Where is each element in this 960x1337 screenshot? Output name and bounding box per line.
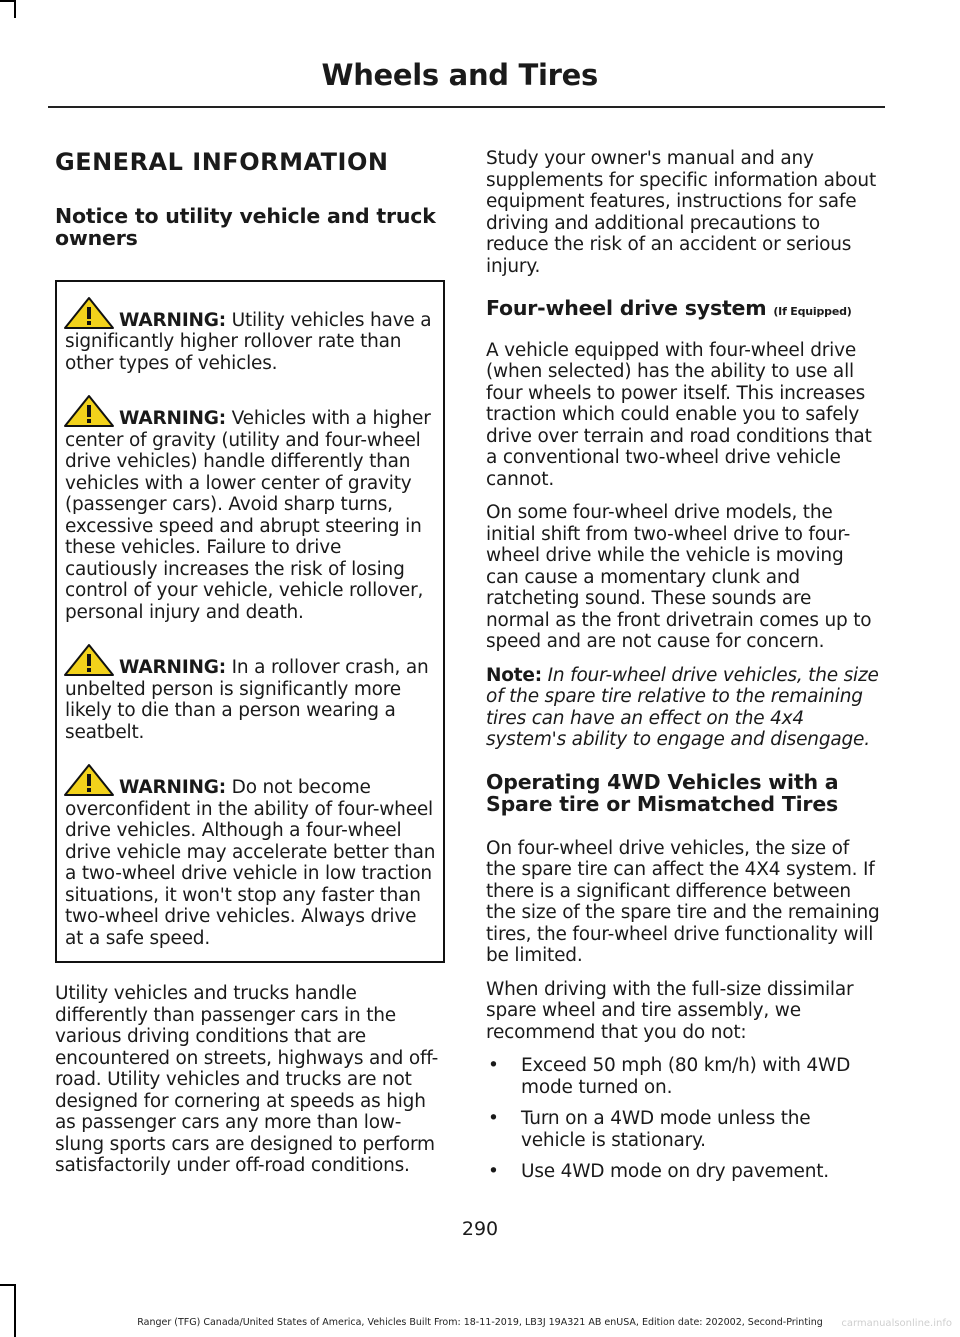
note-paragraph — [486, 665, 880, 751]
warning-label: WARNING: — [119, 309, 226, 331]
operating-paragraph-2: When driving with the full-size dissimilar spare wheel and tire assembly, we recommend that you do not: — [486, 978, 854, 1043]
note-label: Note: — [486, 664, 542, 686]
note-text: In four-wheel drive vehicles, the size of the spare tire relative to the remaining tires can have an effect on the 4x4 system's ability to engage and disengage. — [486, 664, 879, 751]
warning-text: Utility vehicles have a significantly higher rollover rate than other types of vehicles. — [65, 309, 432, 374]
subsection-title: Notice to utility vehicle and truck owners — [55, 203, 436, 251]
warning-label: WARNING: — [119, 777, 226, 799]
bullet-marker: • — [488, 1161, 499, 1183]
list-item — [486, 1108, 880, 1151]
fwd-title-text: Four-wheel drive system — [486, 296, 767, 320]
list-item — [486, 1161, 880, 1183]
right-column — [486, 148, 880, 1193]
fwd-section-title — [486, 297, 880, 320]
fwd-paragraph-1: A vehicle equipped with four-wheel drive (when selected) has the ability to use all four wheels to power itself. This increases traction which could enable you to safely drive over terrain and road conditions that a conventional two-wheel drive vehicle cannot. — [486, 339, 872, 490]
crop-mark — [0, 1284, 15, 1286]
intro-paragraph: Study your owner's manual and any supplements for specific information about equipment features, instructions for safe driving and additional precautions to reduce the risk of an accident or serious injury. — [486, 148, 877, 277]
footer-text: Ranger (TFG) Canada/United States of America, Vehicles Built From: 18-11-2019, LB3J 19A321 AB enUSA, Edition date: 202002, Second-Printing — [137, 1317, 823, 1328]
list-item — [486, 1055, 880, 1098]
warning-triangle-icon — [63, 643, 115, 677]
warning-text: In a rollover crash, an unbelted person is significantly more likely to die than a person wearing a seatbelt. — [65, 657, 429, 743]
operating-paragraph-1: On four-wheel drive vehicles, the size of the spare tire can affect the 4X4 system. If there is a significant difference between the size of the spare tire and the remaining tires, the four-wheel drive functionality will be limited. — [486, 837, 880, 967]
warning-item — [65, 643, 437, 743]
bullet-marker: • — [488, 1108, 499, 1130]
page-number: 290 — [461, 1218, 499, 1240]
warning-label: WARNING: — [119, 657, 226, 679]
recommendation-list — [486, 1055, 880, 1183]
crop-mark — [14, 1284, 16, 1337]
list-item-text: Use 4WD mode on dry pavement. — [521, 1161, 829, 1183]
crop-mark — [0, 0, 15, 2]
fwd-paragraph-2: On some four-wheel drive models, the initial shift from two-wheel drive to four-wheel drive while the vehicle is moving can cause a momentary clunk and ratcheting sound. These sounds are normal as the front drivetrain comes up to speed and are not cause for concern. — [486, 502, 872, 653]
warning-text: Vehicles with a higher center of gravity (utility and four-wheel drive vehicles) handle differently than vehicles with a lower center of gravity (passenger cars). Avoid sharp turns, excessive speed and abrupt steering in these vehicles. Failure to drive cautiously increases the risk of losing control of your vehicle, vehicle rollover, personal injury and death. — [65, 408, 431, 623]
warning-item — [65, 394, 437, 623]
body-paragraph: Utility vehicles and trucks handle differently than passenger cars in the various driving conditions that are encountered on streets, highways and off-road. Utility vehicles and trucks are not designed for cornering at speeds as high as passenger cars any more than low-slung sports cars are designed to perform satisfactorily under off-road conditions. — [55, 983, 439, 1177]
warning-triangle-icon — [63, 763, 115, 797]
warning-triangle-icon — [63, 394, 115, 428]
list-item-text: Turn on a 4WD mode unless the vehicle is stationary. — [521, 1108, 811, 1151]
bullet-marker: • — [488, 1055, 499, 1077]
crop-mark — [14, 0, 16, 18]
header-divider — [48, 106, 885, 108]
warning-label: WARNING: — [119, 408, 226, 430]
warning-item — [65, 763, 437, 949]
list-item-text: Exceed 50 mph (80 km/h) with 4WD mode turned on. — [521, 1055, 851, 1098]
warning-item — [65, 296, 437, 375]
page-header-title: Wheels and Tires — [321, 58, 598, 92]
warning-text: Do not become overconfident in the ability of four-wheel drive vehicles. Although a four-wheel drive vehicle may accelerate better than a two-wheel drive vehicle in low traction situations, it won't stop any faster than two-wheel drive vehicles. Always drive at a safe speed. — [65, 777, 436, 949]
fwd-qualifier: (If Equipped) — [773, 305, 852, 318]
warning-triangle-icon — [63, 296, 115, 330]
watermark: carmanualsonline.info — [841, 1318, 952, 1329]
section-title: GENERAL INFORMATION — [55, 148, 389, 176]
warning-box — [55, 280, 445, 964]
left-column — [55, 148, 445, 1189]
operating-section-title: Operating 4WD Vehicles with a Spare tire or Mismatched Tires — [486, 769, 839, 817]
